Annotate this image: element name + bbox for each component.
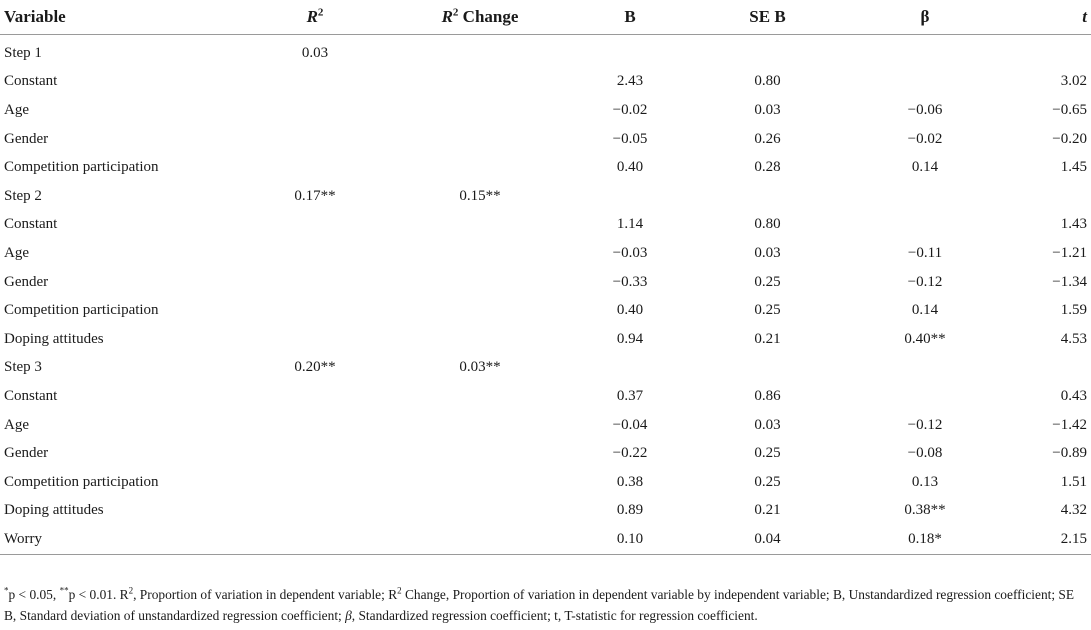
table-row — [0, 354, 1091, 383]
cell-beta — [845, 211, 1005, 240]
header-t — [1005, 0, 1091, 35]
cell-r2 — [240, 525, 390, 554]
header-r2-change — [390, 0, 570, 35]
table-row — [0, 382, 1091, 411]
cell-b: −0.33 — [612, 273, 648, 290]
cell-variable: Gender — [4, 445, 49, 462]
cell-se-b: 0.21 — [754, 330, 781, 347]
cell-t: −0.89 — [1052, 445, 1087, 462]
cell-r2 — [240, 325, 390, 354]
cell-t: 1.45 — [1060, 159, 1087, 176]
cell-b: 0.37 — [616, 387, 644, 404]
cell-beta: −0.06 — [907, 101, 943, 118]
table-header — [0, 0, 1091, 35]
cell-beta: 0.14 — [911, 159, 939, 176]
cell-r2 — [240, 411, 390, 440]
cell-t: −1.34 — [1052, 273, 1087, 290]
cell-r2 — [240, 68, 390, 97]
header-r2 — [240, 0, 390, 35]
note-sup-1: * — [4, 585, 9, 596]
cell-r2-change — [390, 96, 570, 125]
table-body — [0, 35, 1091, 555]
cell-variable: Step 2 — [4, 187, 42, 204]
cell-t: 0.43 — [1060, 387, 1087, 404]
cell-b — [570, 35, 690, 68]
cell-beta: −0.12 — [907, 416, 943, 433]
cell-b: 0.89 — [616, 502, 644, 519]
cell-b: 0.94 — [616, 330, 644, 347]
cell-beta: 0.40** — [904, 330, 946, 347]
cell-beta: −0.12 — [907, 273, 943, 290]
cell-r2 — [240, 239, 390, 268]
cell-t: 3.02 — [1060, 73, 1087, 90]
header-t-label: t — [1082, 7, 1087, 26]
cell-r2-change — [390, 382, 570, 411]
note-sup-5: 2 — [128, 585, 134, 596]
cell-beta: −0.02 — [907, 130, 943, 147]
cell-t: 1.51 — [1060, 473, 1087, 490]
cell-r2-change — [390, 35, 570, 68]
cell-t: 4.53 — [1060, 330, 1087, 347]
note-text-6: , Proportion of variation in dependent variable; R — [133, 587, 398, 602]
cell-variable: Gender — [4, 130, 49, 147]
cell-variable: Doping attitudes — [4, 502, 104, 519]
cell-b: 2.43 — [616, 73, 644, 90]
cell-beta — [845, 68, 1005, 97]
cell-r2-change — [390, 525, 570, 554]
cell-se-b — [690, 354, 845, 383]
cell-t — [1005, 182, 1091, 211]
cell-t: −0.65 — [1052, 101, 1087, 118]
cell-r2 — [240, 296, 390, 325]
header-variable: Variable — [0, 0, 240, 35]
note-text-2: p < 0.05, — [8, 587, 60, 602]
cell-r2-change: 0.03** — [459, 359, 501, 376]
cell-beta — [845, 354, 1005, 383]
cell-se-b — [690, 35, 845, 68]
cell-r2 — [240, 96, 390, 125]
table-row — [0, 525, 1091, 554]
cell-t — [1005, 354, 1091, 383]
cell-r2: 0.17** — [294, 187, 336, 204]
cell-b: −0.02 — [612, 101, 648, 118]
cell-t: −0.20 — [1052, 130, 1087, 147]
note-text-8: Change, Proportion of variation in dependent variable by independent variable; B, Unstandardized regression coefficient; SE B, Standard deviation of unstandardized regression coefficient; — [4, 587, 1075, 623]
cell-r2 — [240, 382, 390, 411]
cell-se-b: 0.25 — [754, 473, 781, 490]
table-row — [0, 35, 1091, 68]
table-row — [0, 211, 1091, 240]
cell-r2 — [240, 468, 390, 497]
note-text-10: , Standardized regression coefficient; t, T-statistic for regression coefficient. — [351, 608, 758, 623]
cell-variable: Age — [4, 416, 29, 433]
cell-variable: Age — [4, 244, 29, 261]
cell-b — [570, 182, 690, 211]
cell-beta — [845, 382, 1005, 411]
header-r2-base: R — [306, 7, 318, 26]
table-row — [0, 296, 1091, 325]
header-se-b: SE B — [690, 0, 845, 35]
cell-b: 0.40 — [616, 302, 644, 319]
cell-se-b: 0.28 — [754, 159, 781, 176]
cell-beta: 0.38** — [904, 502, 946, 519]
cell-r2-change — [390, 211, 570, 240]
table-row — [0, 411, 1091, 440]
cell-beta: 0.18* — [845, 525, 1005, 554]
table-row — [0, 325, 1091, 354]
table-row — [0, 68, 1091, 97]
cell-variable: Constant — [4, 387, 58, 404]
cell-t: 1.59 — [1060, 302, 1087, 319]
cell-b: 0.38 — [616, 473, 644, 490]
cell-variable: Step 3 — [4, 359, 42, 376]
table-row — [0, 182, 1091, 211]
cell-se-b: 0.25 — [754, 302, 781, 319]
cell-se-b: 0.80 — [754, 216, 781, 233]
cell-se-b: 0.21 — [754, 502, 781, 519]
cell-b: −0.03 — [612, 244, 648, 261]
cell-variable: Competition participation — [4, 159, 159, 176]
cell-variable: Age — [4, 101, 29, 118]
cell-variable: Doping attitudes — [4, 330, 104, 347]
table-row — [0, 439, 1091, 468]
cell-r2-change — [390, 439, 570, 468]
cell-r2 — [240, 439, 390, 468]
note-beta-symbol: β — [345, 608, 352, 623]
cell-r2: 0.20** — [294, 359, 336, 376]
cell-t: −1.21 — [1052, 244, 1087, 261]
cell-variable: Competition participation — [4, 302, 159, 319]
header-r2change-base: R — [441, 7, 453, 26]
cell-r2: 0.03 — [301, 44, 329, 61]
cell-variable: Competition participation — [4, 473, 159, 490]
cell-t: −1.42 — [1052, 416, 1087, 433]
cell-t — [1005, 35, 1091, 68]
cell-b: 0.40 — [616, 159, 644, 176]
cell-r2-change — [390, 296, 570, 325]
cell-variable: Constant — [4, 73, 58, 90]
cell-b: 0.10 — [570, 525, 690, 554]
cell-r2-change — [390, 68, 570, 97]
header-r2change-sup: 2 — [452, 6, 459, 19]
cell-beta — [845, 35, 1005, 68]
cell-variable: Constant — [4, 216, 58, 233]
cell-beta: 0.14 — [911, 302, 939, 319]
header-beta: β — [845, 0, 1005, 35]
cell-r2-change — [390, 468, 570, 497]
cell-r2-change — [390, 239, 570, 268]
cell-se-b: 0.80 — [754, 73, 781, 90]
header-r2-sup: 2 — [317, 6, 324, 19]
cell-b: −0.22 — [612, 445, 648, 462]
cell-se-b: 0.04 — [690, 525, 845, 554]
header-row — [0, 0, 1091, 35]
cell-variable: Step 1 — [4, 44, 42, 61]
table-row — [0, 239, 1091, 268]
cell-r2 — [240, 497, 390, 526]
header-b: B — [570, 0, 690, 35]
cell-b: 1.14 — [616, 216, 644, 233]
cell-beta: 0.13 — [911, 473, 939, 490]
table-row — [0, 468, 1091, 497]
note-sup-3: ** — [59, 585, 69, 596]
cell-se-b: 0.26 — [754, 130, 781, 147]
table-row — [0, 125, 1091, 154]
cell-r2 — [240, 211, 390, 240]
cell-b — [570, 354, 690, 383]
cell-t: 2.15 — [1005, 525, 1091, 554]
table-row — [0, 268, 1091, 297]
cell-r2-change — [390, 125, 570, 154]
cell-se-b: 0.03 — [754, 101, 781, 118]
table-footnote — [4, 584, 1087, 626]
header-r2change-rest: Change — [458, 7, 519, 26]
cell-t: 4.32 — [1060, 502, 1087, 519]
cell-se-b: 0.25 — [754, 273, 781, 290]
cell-r2-change — [390, 497, 570, 526]
cell-se-b: 0.86 — [754, 387, 781, 404]
cell-b: −0.05 — [612, 130, 648, 147]
cell-r2-change — [390, 411, 570, 440]
note-sup-7: 2 — [397, 585, 402, 596]
cell-se-b: 0.03 — [754, 416, 781, 433]
table-row — [0, 497, 1091, 526]
cell-r2-change — [390, 268, 570, 297]
cell-r2 — [240, 125, 390, 154]
cell-r2 — [240, 153, 390, 182]
note-text-4: p < 0.01. R — [68, 587, 129, 602]
cell-t: 1.43 — [1060, 216, 1087, 233]
table-row — [0, 153, 1091, 182]
cell-beta: −0.08 — [907, 445, 943, 462]
cell-se-b: 0.03 — [754, 244, 781, 261]
cell-beta — [845, 182, 1005, 211]
table-row — [0, 96, 1091, 125]
cell-r2-change — [390, 325, 570, 354]
cell-r2-change: 0.15** — [459, 187, 501, 204]
cell-se-b — [690, 182, 845, 211]
cell-r2 — [240, 268, 390, 297]
cell-beta: −0.11 — [907, 244, 943, 261]
cell-variable: Gender — [4, 273, 49, 290]
cell-variable: Worry — [0, 525, 240, 554]
cell-r2-change — [390, 153, 570, 182]
cell-se-b: 0.25 — [754, 445, 781, 462]
cell-b: −0.04 — [612, 416, 648, 433]
